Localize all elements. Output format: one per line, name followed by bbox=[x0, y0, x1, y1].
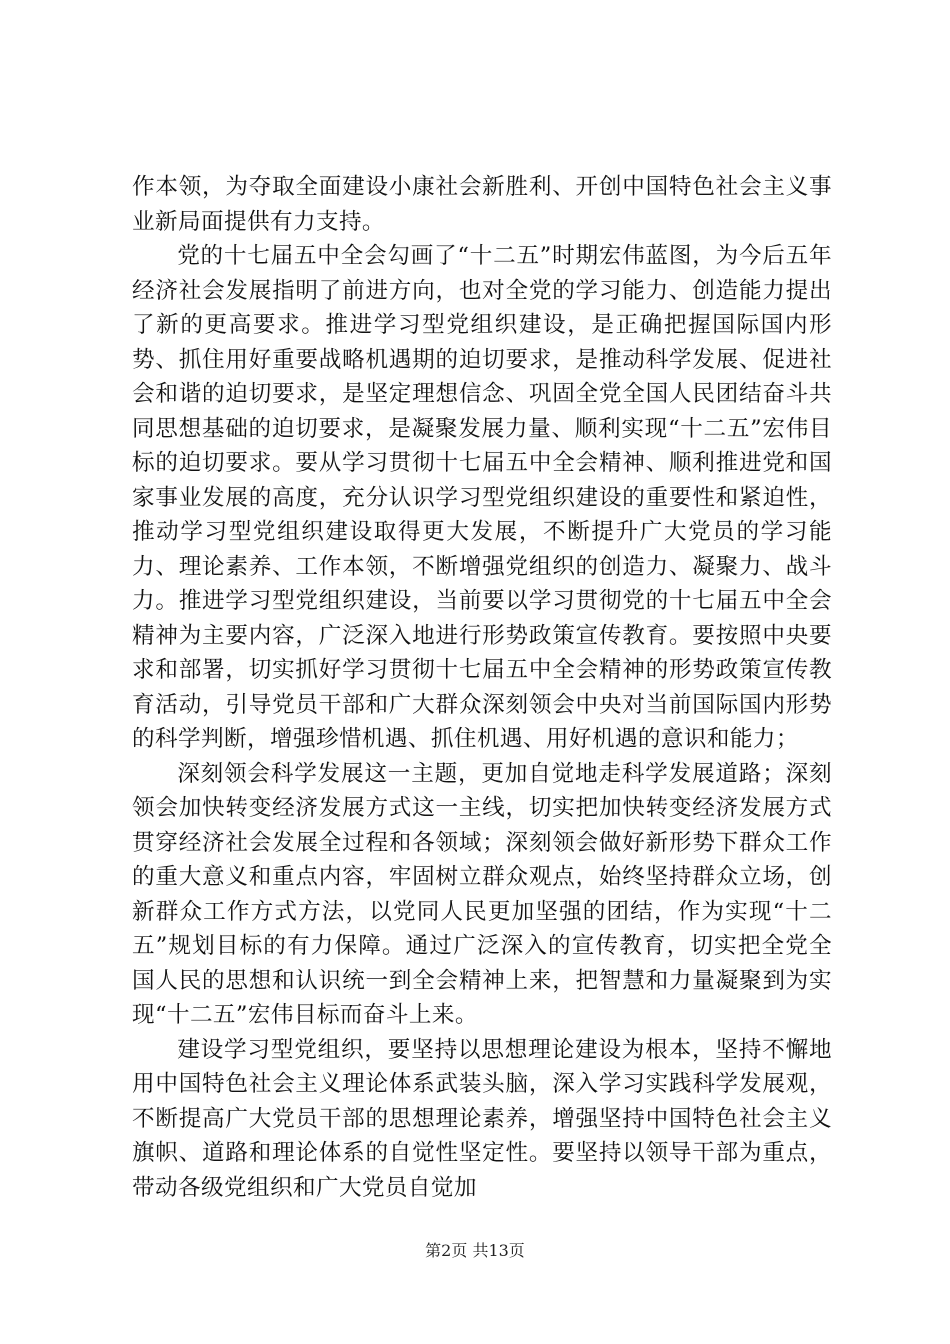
paragraph-4: 建设学习型党组织，要坚持以思想理论建设为根本，坚持不懈地用中国特色社会主义理论体系武装头脑，深入学习实践科学发展观，不断提高广大党员干部的思想理论素养，增强坚持中国特色社会主义旗帜、道路和理论体系的自觉性坚定性。要坚持以领导干部为重点，带动各级党组织和广大党员自觉加 bbox=[132, 1036, 832, 1201]
page-number-footer: 第2页 共13页 bbox=[425, 1241, 525, 1260]
paragraph-1: 作本领，为夺取全面建设小康社会新胜利、开创中国特色社会主义事业新局面提供有力支持。 bbox=[132, 174, 832, 235]
document-body bbox=[132, 170, 832, 1205]
paragraph-2: 党的十七届五中全会勾画了“十二五”时期宏伟蓝图，为今后五年经济社会发展指明了前进方向，也对全党的学习能力、创造能力提出了新的更高要求。推进学习型党组织建设，是正确把握国际国内形势、抓住用好重要战略机遇期的迫切要求，是推动科学发展、促进社会和谐的迫切要求，是坚定理想信念、巩固全党全国人民团结奋斗共同思想基础的迫切要求，是凝聚发展力量、顺利实现“十二五”宏伟目标的迫切要求。要从学习贯彻十七届五中全会精神、顺利推进党和国家事业发展的高度，充分认识学习型党组织建设的重要性和紧迫性，推动学习型党组织建设取得更大发展，不断提升广大党员的学习能力、理论素养、工作本领，不断增强党组织的创造力、凝聚力、战斗力。推进学习型党组织建设，当前要以学习贯彻党的十七届五中全会精神为主要内容，广泛深入地进行形势政策宣传教育。要按照中央要求和部署，切实抓好学习贯彻十七届五中全会精神的形势政策宣传教育活动，引导党员干部和广大群众深刻领会中央对当前国际国内形势的科学判断，增强珍惜机遇、抓住机遇、用好机遇的意识和能力； bbox=[132, 243, 832, 752]
paragraph-3: 深刻领会科学发展这一主题，更加自觉地走科学发展道路；深刻领会加快转变经济发展方式这一主线，切实把加快转变经济发展方式贯穿经济社会发展全过程和各领域；深刻领会做好新形势下群众工作的重大意义和重点内容，牢固树立群众观点，始终坚持群众立场，创新群众工作方式方法，以党同人民更加坚强的团结，作为实现“十二五”规划目标的有力保障。通过广泛深入的宣传教育，切实把全党全国人民的思想和认识统一到全会精神上来，把智慧和力量凝聚到为实现“十二五”宏伟目标而奋斗上来。 bbox=[132, 760, 832, 1028]
